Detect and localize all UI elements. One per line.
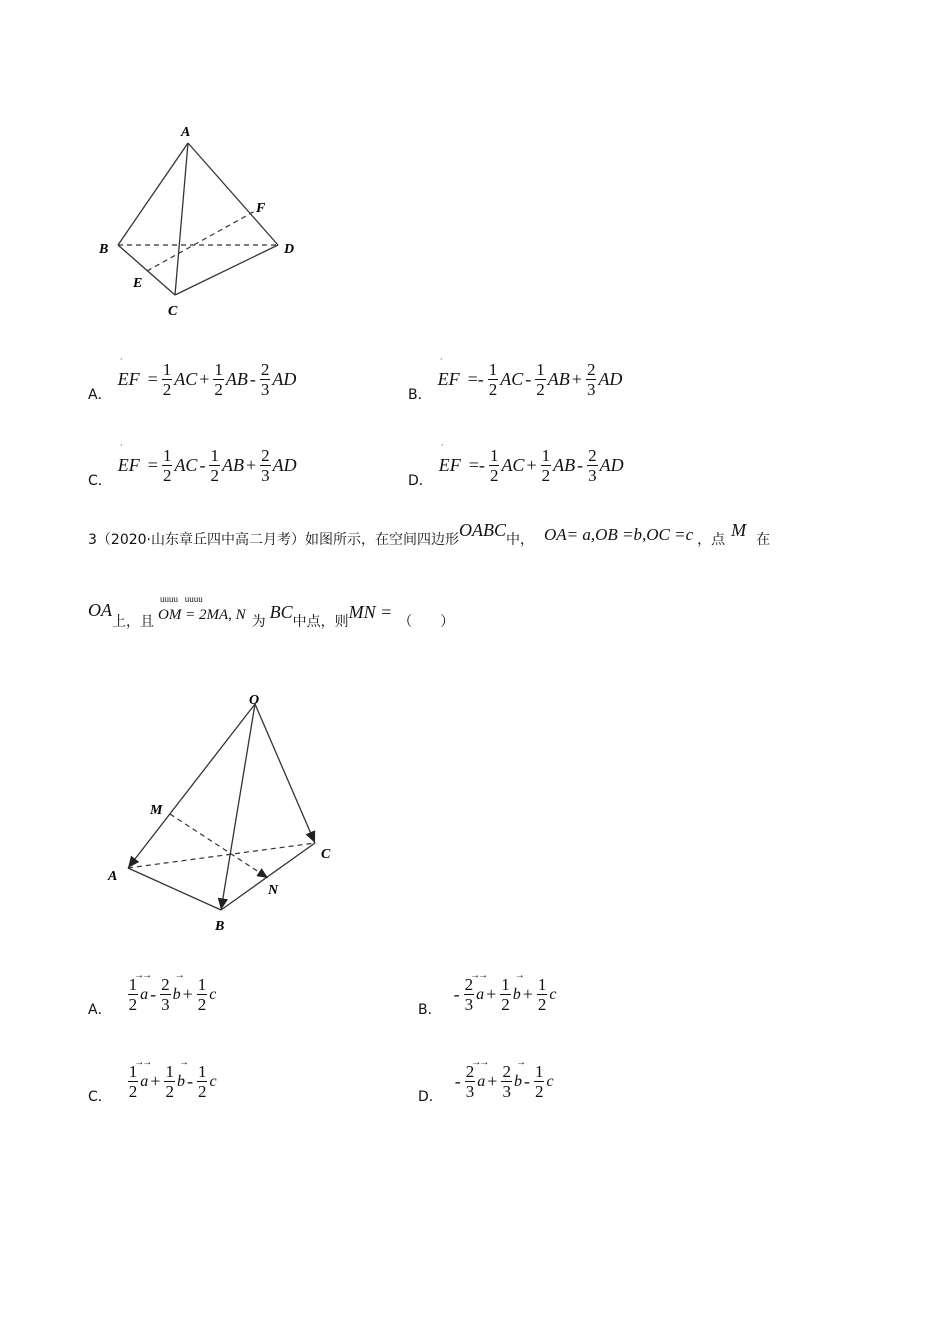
label-O: O bbox=[249, 693, 260, 708]
option-letter: A． bbox=[88, 1001, 112, 1018]
fraction: $\frac{2}{3}$ bbox=[464, 975, 474, 1014]
equals: = bbox=[147, 369, 158, 389]
fraction: $\frac{1}{2}$ bbox=[165, 1062, 174, 1101]
label-C: C bbox=[321, 847, 331, 862]
q3-option-d[interactable]: D． - $\frac{2}{3}$ →→ a + $\frac{2}{3}$ → b - $\frac{1}{2}$ c bbox=[418, 1056, 554, 1105]
label-A: A bbox=[181, 125, 191, 140]
fraction: $\frac{1}{2}$ bbox=[489, 446, 499, 485]
fraction: $\frac{2}{3}$ bbox=[502, 1062, 511, 1101]
q2-option-a[interactable]: A． ʾ EF = $\frac{1}{2}$ AC + $\frac{1}{2}$ AB - $\frac{2}{3}$ AD bbox=[88, 357, 297, 403]
fraction: $\frac{1}{2}$ bbox=[536, 360, 545, 399]
fraction: $\frac{1}{2}$ bbox=[162, 360, 172, 399]
fraction: $\frac{2}{3}$ bbox=[588, 446, 597, 485]
label-M: M bbox=[150, 803, 163, 818]
label-A: A bbox=[108, 869, 118, 884]
q3-MN: MN = bbox=[348, 602, 393, 622]
fraction: $\frac{1}{2}$ bbox=[128, 1062, 138, 1101]
equals: =- bbox=[468, 455, 485, 475]
fraction: $\frac{1}{2}$ bbox=[214, 360, 223, 399]
fraction: $\frac{2}{3}$ bbox=[465, 1062, 475, 1101]
label-F: F bbox=[256, 201, 266, 216]
q3-cond: OM = 2MA, N bbox=[158, 606, 246, 623]
fraction: $\frac{1}{2}$ bbox=[128, 975, 138, 1014]
q3-option-c[interactable]: C． $\frac{1}{2}$ →→ a + $\frac{1}{2}$ → b - $\frac{1}{2}$ c bbox=[88, 1056, 217, 1105]
q3-option-a[interactable]: A． $\frac{1}{2}$ →→ a - $\frac{2}{3}$ → b + $\frac{1}{2}$ c bbox=[88, 969, 217, 1018]
q2-option-c[interactable]: C． ʾ EF = $\frac{1}{2}$ AC - $\frac{1}{2}$ AB + $\frac{2}{3}$ AD bbox=[88, 443, 297, 489]
q3-wei: 为 bbox=[251, 613, 266, 630]
fraction: $\frac{2}{3}$ bbox=[161, 975, 170, 1014]
q2-option-b[interactable]: B． ʾ EF =- $\frac{1}{2}$ AC - $\frac{1}{2}$ AB + $\frac{2}{3}$ AD bbox=[408, 357, 623, 403]
q3-point-text: ，点 bbox=[697, 531, 726, 548]
fraction: $\frac{1}{2}$ bbox=[210, 446, 219, 485]
space-quadrilateral-figure bbox=[100, 688, 350, 938]
q3-shape: OABC bbox=[459, 520, 506, 540]
q3-M: M bbox=[731, 520, 747, 540]
vector-EF: EF bbox=[437, 369, 460, 389]
fraction: $\frac{1}{2}$ bbox=[162, 446, 172, 485]
option-letter: B． bbox=[418, 1001, 442, 1018]
q2-option-d[interactable]: D． ʾ EF =- $\frac{1}{2}$ AC + $\frac{1}{2}$ AB - $\frac{2}{3}$ AD bbox=[408, 443, 624, 489]
tetrahedron-figure bbox=[90, 115, 320, 325]
fraction: $\frac{1}{2}$ bbox=[501, 975, 510, 1014]
option-letter: C． bbox=[88, 1088, 112, 1105]
option-letter: D． bbox=[418, 1088, 443, 1105]
q3-mid: 中， bbox=[506, 531, 534, 548]
option-letter: D． bbox=[408, 472, 433, 489]
label-E: E bbox=[133, 276, 143, 291]
vector-EF: EF bbox=[117, 369, 140, 389]
label-C: C bbox=[168, 304, 178, 319]
q3-midpoint: 中点，则 bbox=[292, 613, 349, 630]
fraction: $\frac{1}{2}$ bbox=[488, 360, 498, 399]
fraction: $\frac{1}{2}$ bbox=[534, 1062, 544, 1101]
equals: =- bbox=[467, 369, 484, 389]
q3-prefix: 3（2020·山东章丘四中高二月考）如图所示，在空间四边形 bbox=[88, 531, 459, 548]
vector-EF: EF bbox=[117, 455, 140, 475]
vector-EF: EF bbox=[438, 455, 461, 475]
equals: = bbox=[147, 455, 158, 475]
q3-paren: （ ） bbox=[398, 613, 455, 630]
fraction: $\frac{1}{2}$ bbox=[541, 446, 551, 485]
option-letter: A． bbox=[88, 386, 112, 403]
q3-BC: BC bbox=[269, 602, 293, 622]
option-letter: B． bbox=[408, 386, 432, 403]
q3-shang: 上，且 bbox=[112, 613, 154, 630]
q3-OA: OA bbox=[88, 600, 112, 620]
fraction: $\frac{2}{3}$ bbox=[586, 360, 596, 399]
label-B: B bbox=[99, 242, 109, 257]
fraction: $\frac{2}{3}$ bbox=[260, 360, 270, 399]
q3-cond-marks: uuuu uuuu bbox=[160, 593, 203, 604]
q3-stem-line1 bbox=[88, 520, 771, 549]
q3-zai: 在 bbox=[756, 531, 771, 548]
fraction: $\frac{1}{2}$ bbox=[197, 975, 207, 1014]
fraction: $\frac{2}{3}$ bbox=[261, 446, 270, 485]
fraction: $\frac{1}{2}$ bbox=[197, 1062, 207, 1101]
label-B: B bbox=[215, 919, 225, 934]
option-letter: C． bbox=[88, 472, 112, 489]
q3-stem-line2 bbox=[88, 593, 455, 630]
fraction: $\frac{1}{2}$ bbox=[537, 975, 547, 1014]
q3-given: OA= a,OB =b,OC =c bbox=[544, 524, 694, 544]
label-N: N bbox=[268, 883, 279, 898]
label-D: D bbox=[284, 242, 295, 257]
q3-option-b[interactable]: B． - $\frac{2}{3}$ →→ a + $\frac{1}{2}$ → b + $\frac{1}{2}$ c bbox=[418, 969, 557, 1018]
